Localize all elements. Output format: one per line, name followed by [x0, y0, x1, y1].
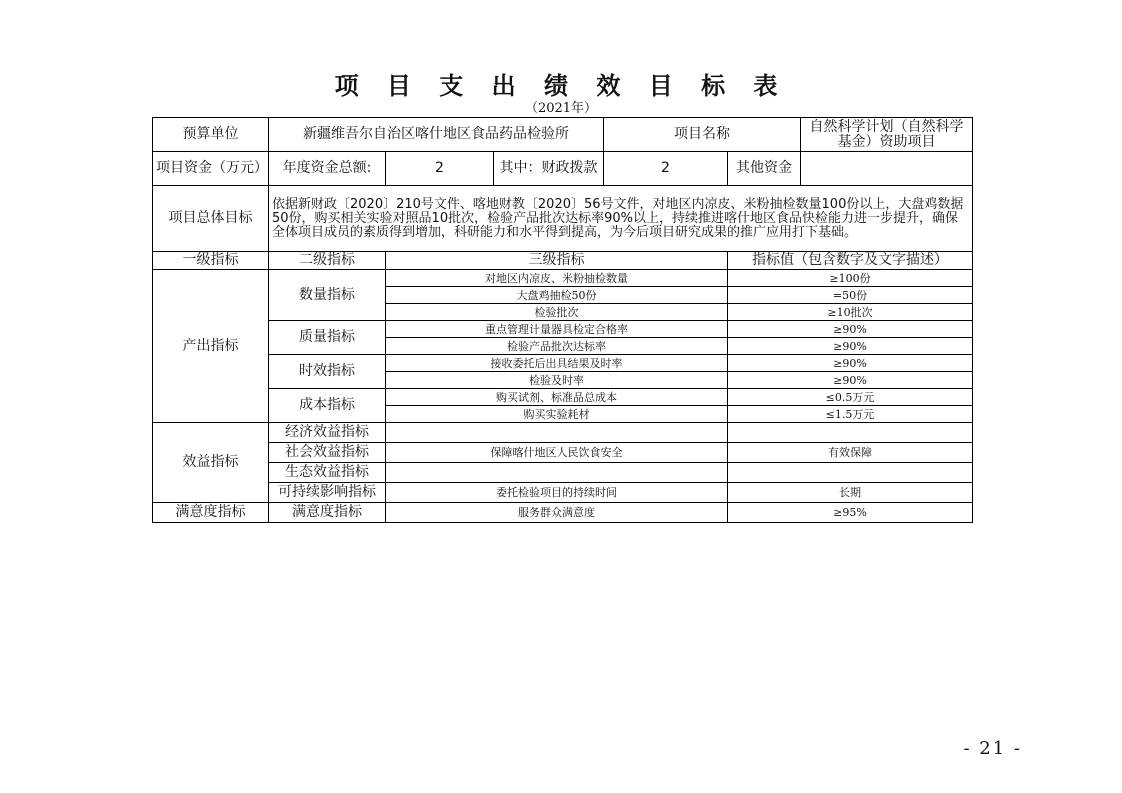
- header-level3: 三级指标: [386, 252, 728, 270]
- quantity-indicator-label: 数量指标: [269, 270, 386, 321]
- indicator-value: ≤1.5万元: [728, 406, 973, 423]
- indicator-name: 委托检验项目的持续时间: [386, 483, 728, 503]
- table-row: [153, 270, 973, 287]
- social-benefit-label: 社会效益指标: [269, 443, 386, 463]
- indicator-value: ≥90%: [728, 372, 973, 389]
- table-row: [153, 463, 973, 483]
- budget-unit-label: 预算单位: [153, 118, 269, 152]
- table-row: [153, 355, 973, 372]
- indicator-name: 检验批次: [386, 304, 728, 321]
- indicator-name: 购买试剂、标准品总成本: [386, 389, 728, 406]
- indicator-name: 服务群众满意度: [386, 503, 728, 523]
- annual-total-label: 年度资金总额:: [269, 152, 386, 186]
- indicator-value: [728, 423, 973, 443]
- table-row: [153, 483, 973, 503]
- indicator-value: ≥95%: [728, 503, 973, 523]
- indicator-name: 检验及时率: [386, 372, 728, 389]
- header-level2: 二级指标: [269, 252, 386, 270]
- fiscal-label: 其中：财政拨款: [494, 152, 604, 186]
- overall-goal-text: 依据新财政〔2020〕210号文件、喀地财教〔2020〕56号文件，对地区内凉皮、米粉抽检数量100份以上，大盘鸡数据50份，购买相关实验对照品10批次，检验产品批次达标率90%以上，持续推进喀什地区食品快检能力进一步提升，确保全体项目成员的素质得到增加，科研能力和水平得到提高，为今后项目研究成果的推广应用打下基础。: [269, 186, 973, 252]
- indicator-name: 检验产品批次达标率: [386, 338, 728, 355]
- indicator-value: =50份: [728, 287, 973, 304]
- benefit-indicator-label: 效益指标: [153, 423, 269, 503]
- indicator-value: 有效保障: [728, 443, 973, 463]
- table-row: [153, 389, 973, 406]
- budget-unit-value: 新疆维吾尔自治区喀什地区食品药品检验所: [269, 118, 604, 152]
- indicator-name: 接收委托后出具结果及时率: [386, 355, 728, 372]
- indicator-name: [386, 463, 728, 483]
- quality-indicator-label: 质量指标: [269, 321, 386, 355]
- indicator-value: ≥90%: [728, 338, 973, 355]
- indicator-value: 长期: [728, 483, 973, 503]
- year-subtitle: （2021年）: [524, 101, 598, 116]
- indicator-value: ≥10批次: [728, 304, 973, 321]
- output-indicator-label: 产出指标: [153, 270, 269, 423]
- page-number: - 21 -: [963, 738, 1022, 759]
- indicator-value: ≥100份: [728, 270, 973, 287]
- page-title: 项 目 支 出 绩 效 目 标 表: [334, 71, 788, 100]
- annual-total-value: 2: [386, 152, 494, 186]
- indicator-name: 对地区内凉皮、米粉抽检数量: [386, 270, 728, 287]
- fiscal-value: 2: [604, 152, 728, 186]
- cost-indicator-label: 成本指标: [269, 389, 386, 423]
- performance-target-table: [152, 117, 973, 523]
- header-value: 指标值（包含数字及文字描述）: [728, 252, 973, 270]
- timeliness-indicator-label: 时效指标: [269, 355, 386, 389]
- budget-unit-row: [153, 118, 973, 152]
- funds-row: [153, 152, 973, 186]
- funds-label: 项目资金（万元）: [153, 152, 269, 186]
- sustainable-impact-label: 可持续影响指标: [269, 483, 386, 503]
- indicator-header-row: [153, 252, 973, 270]
- project-name-label: 项目名称: [604, 118, 801, 152]
- project-name-value: 自然科学计划（自然科学基金）资助项目: [801, 118, 973, 152]
- table-row: [153, 321, 973, 338]
- indicator-name: 重点管理计量器具检定合格率: [386, 321, 728, 338]
- indicator-name: 保障喀什地区人民饮食安全: [386, 443, 728, 463]
- table-row: [153, 443, 973, 463]
- satisfaction-indicator-label: 满意度指标: [153, 503, 269, 523]
- overall-goal-label: 项目总体目标: [153, 186, 269, 252]
- table-row: [153, 423, 973, 443]
- indicator-value: ≤0.5万元: [728, 389, 973, 406]
- ecological-benefit-label: 生态效益指标: [269, 463, 386, 483]
- indicator-value: ≥90%: [728, 355, 973, 372]
- indicator-value: [728, 463, 973, 483]
- indicator-value: ≥90%: [728, 321, 973, 338]
- overall-goal-row: [153, 186, 973, 252]
- header-level1: 一级指标: [153, 252, 269, 270]
- indicator-name: 大盘鸡抽检50份: [386, 287, 728, 304]
- indicator-name: [386, 423, 728, 443]
- indicator-name: 购买实验耗材: [386, 406, 728, 423]
- other-funds-label: 其他资金: [728, 152, 801, 186]
- table-row: [153, 503, 973, 523]
- economic-benefit-label: 经济效益指标: [269, 423, 386, 443]
- satisfaction-level2-label: 满意度指标: [269, 503, 386, 523]
- other-funds-value: [801, 152, 973, 186]
